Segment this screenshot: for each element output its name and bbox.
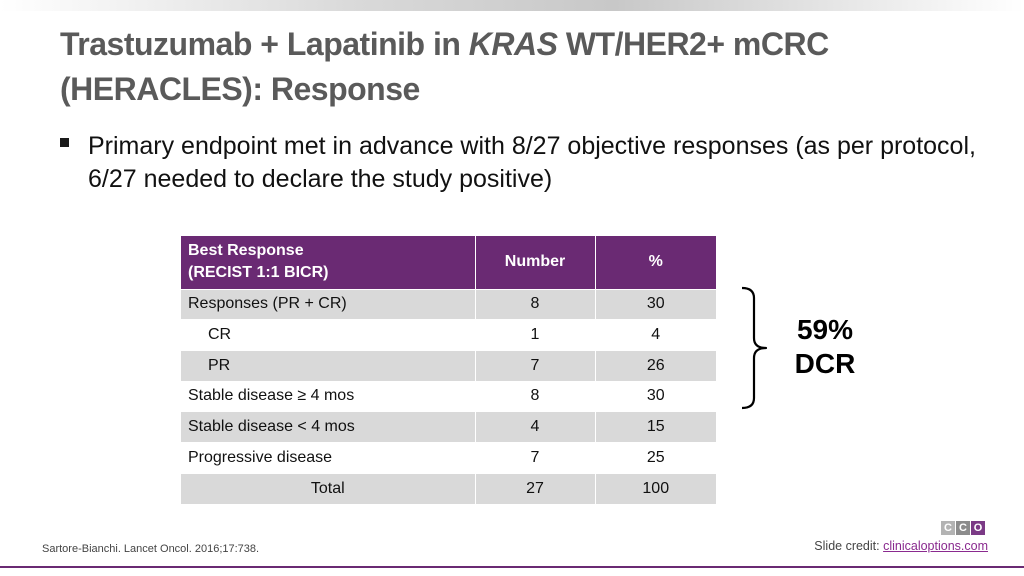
row-number: 7 xyxy=(475,442,595,473)
bullet-text: Primary endpoint met in advance with 8/27 objective responses (as per protocol, 6/27 needed to declare the study positive) xyxy=(88,132,976,193)
title-line1-italic: KRAS xyxy=(468,26,558,62)
credit-link[interactable]: clinicaloptions.com xyxy=(883,539,988,553)
row-percent: 30 xyxy=(595,289,716,320)
table-row xyxy=(181,381,716,412)
slide-credit xyxy=(814,539,988,553)
title-line2: (HERACLES): Response xyxy=(60,71,420,107)
dcr-callout xyxy=(775,313,875,381)
table-row xyxy=(181,350,716,381)
header-number: Number xyxy=(475,236,595,289)
row-percent: 30 xyxy=(595,381,716,412)
logo-letter: C xyxy=(956,521,970,535)
dcr-value: 59% xyxy=(796,314,854,345)
right-curly-brace-icon xyxy=(740,286,772,410)
header-best-response-line1: Best Response xyxy=(188,242,304,260)
row-number: 8 xyxy=(475,289,595,320)
row-label: Responses (PR + CR) xyxy=(181,289,475,320)
row-label: CR xyxy=(181,320,475,351)
header-best-response xyxy=(181,236,475,289)
logo-letter: O xyxy=(971,521,985,535)
row-percent: 4 xyxy=(595,320,716,351)
slide-title xyxy=(60,22,980,112)
credit-prefix: Slide credit: xyxy=(814,539,884,553)
total-number: 27 xyxy=(475,473,595,504)
table-header-row xyxy=(181,236,716,289)
row-number: 7 xyxy=(475,350,595,381)
title-line1-pre: Trastuzumab + Lapatinib in xyxy=(60,26,469,62)
table-row xyxy=(181,442,716,473)
row-percent: 26 xyxy=(595,350,716,381)
title-line1-post: WT/HER2+ mCRC xyxy=(557,26,829,62)
bottom-divider xyxy=(0,566,1024,568)
header-percent: % xyxy=(595,236,716,289)
table-row xyxy=(181,412,716,443)
row-percent: 15 xyxy=(595,412,716,443)
row-number: 8 xyxy=(475,381,595,412)
row-label: Stable disease ≥ 4 mos xyxy=(181,381,475,412)
total-label: Total xyxy=(181,473,475,504)
table-total-row xyxy=(181,473,716,504)
row-percent: 25 xyxy=(595,442,716,473)
logo-letter: C xyxy=(941,521,955,535)
table-row xyxy=(181,289,716,320)
dcr-label: DCR xyxy=(794,348,856,379)
citation: Sartore-Bianchi. Lancet Oncol. 2016;17:738. xyxy=(42,543,260,555)
header-best-response-line2: (RECIST 1:1 BICR) xyxy=(188,264,329,282)
row-label: Stable disease < 4 mos xyxy=(181,412,475,443)
bullet-point xyxy=(60,130,980,196)
row-label: PR xyxy=(181,350,475,381)
total-percent: 100 xyxy=(595,473,716,504)
top-gradient-bar xyxy=(0,0,1024,11)
row-number: 1 xyxy=(475,320,595,351)
row-number: 4 xyxy=(475,412,595,443)
cco-logo xyxy=(940,521,985,535)
response-table xyxy=(181,236,716,504)
row-label: Progressive disease xyxy=(181,442,475,473)
table-row xyxy=(181,320,716,351)
square-bullet-icon xyxy=(60,130,88,196)
